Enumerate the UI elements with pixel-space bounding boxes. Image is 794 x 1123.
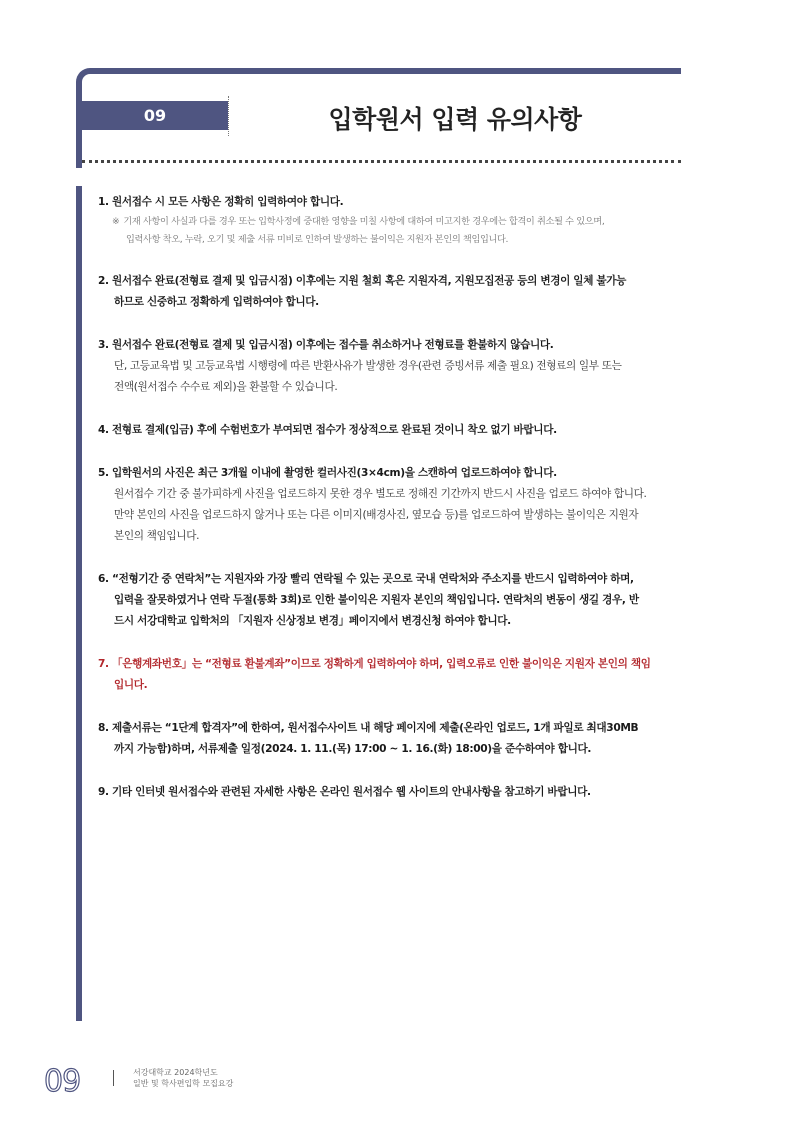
item-heading: 7. 「은행계좌번호」는 “전형료 환불계좌”이므로 정확하게 입력하여야 하며, 입력오류로 인한 불이익은 지원자 본인의 책임 — [98, 658, 651, 670]
item-heading: 5. 입학원서의 사진은 최근 3개월 이내에 촬영한 컬러사진(3×4cm)을 스캔하여 업로드하여야 합니다. — [98, 467, 557, 479]
item-heading: 9. 기타 인터넷 원서접수와 관련된 자세한 사항은 온라인 원서접수 웹 사이트의 안내사항을 참고하기 바랍니다. — [98, 786, 591, 798]
section-number-tab: 09 — [82, 101, 228, 130]
note-line: 기재 사항이 사실과 다를 경우 또는 입학사정에 중대한 영향을 미칠 사항에 대하여 미고지한 경우에는 합격이 취소될 수 있으며, — [123, 216, 605, 227]
item-heading-cont: 까지 가능함)하며, 서류제출 일정(2024. 1. 11.(목) 17:00 ~ 1. 16.(화) 18:00)을 준수하여야 합니다. — [114, 743, 592, 755]
page-title: 입학원서 입력 유의사항 — [328, 105, 582, 134]
item-heading-cont: 입니다. — [114, 679, 148, 691]
item-detail: 만약 본인의 사진을 업로드하지 않거나 또는 다른 이미지(배경사진, 옆모습 등)를 업로드하여 발생하는 불이익은 지원자 — [114, 509, 639, 521]
item-heading: 8. 제출서류는 “1단계 합격자”에 한하여, 원서접수사이트 내 해당 페이지에 제출(온라인 업로드, 1개 파일로 최대30MB — [98, 722, 639, 734]
tab-divider — [228, 96, 229, 136]
footer-line: 일반 및 학사편입학 모집요강 — [133, 1079, 234, 1088]
footer-line: 서강대학교 2024학년도 — [133, 1068, 218, 1077]
list-item — [98, 718, 684, 760]
item-heading: 2. 원서접수 완료(전형료 결제 및 입금시점) 이후에는 지원 철회 혹은 지원자격, 지원모집전공 등의 변경이 일체 불가능 — [98, 275, 627, 287]
list-item — [98, 782, 684, 803]
footer-caption — [133, 1067, 233, 1089]
item-heading: 6. “전형기간 중 연락처”는 지원자와 가장 빨리 연락될 수 있는 곳으로 국내 연락처와 주소지를 반드시 입력하여야 하며, — [98, 573, 634, 585]
item-heading-cont: 하므로 신중하고 정확하게 입력하여야 합니다. — [114, 296, 319, 308]
item-heading: 1. 원서접수 시 모든 사항은 정확히 입력하여야 합니다. — [98, 196, 344, 208]
list-item — [98, 569, 684, 632]
item-detail: 본인의 책임입니다. — [114, 530, 200, 542]
note-mark: ※ — [112, 216, 120, 227]
list-item-warning — [98, 654, 684, 696]
list-item — [98, 335, 684, 398]
side-accent-bar — [76, 186, 82, 1021]
item-heading: 4. 전형료 결제(입금) 후에 수험번호가 부여되면 접수가 정상적으로 완료된 것이니 착오 없기 바랍니다. — [98, 424, 557, 436]
item-detail: 전액(원서접수 수수료 제외)을 환불할 수 있습니다. — [114, 381, 338, 393]
notice-list — [98, 192, 684, 825]
item-heading: 3. 원서접수 완료(전형료 결제 및 입금시점) 이후에는 접수를 취소하거나 전형료를 환불하지 않습니다. — [98, 339, 554, 351]
footer-page-number: 09 — [44, 1064, 81, 1099]
footer-divider — [113, 1070, 114, 1086]
item-detail: 단, 고등교육법 및 고등교육법 시행령에 따른 반환사유가 발생한 경우(관련 증빙서류 제출 필요) 전형료의 일부 또는 — [114, 360, 622, 372]
item-heading-cont: 드시 서강대학교 입학처의 「지원자 신상정보 변경」페이지에서 변경신청 하여야 합니다. — [114, 615, 511, 627]
dotted-divider — [82, 160, 681, 163]
list-item — [98, 463, 684, 547]
note-line: 입력사항 착오, 누락, 오기 및 제출 서류 미비로 인하여 발생하는 불이익은 지원자 본인의 책임입니다. — [126, 234, 509, 245]
item-detail: 원서접수 기간 중 불가피하게 사진을 업로드하지 못한 경우 별도로 정해진 기간까지 반드시 사진을 업로드 하여야 합니다. — [114, 488, 647, 500]
item-heading-cont: 입력을 잘못하였거나 연락 두절(통화 3회)로 인한 불이익은 지원자 본인의 책임입니다. 연락처의 변동이 생길 경우, 반 — [114, 594, 639, 606]
list-item — [98, 192, 684, 249]
item-note — [98, 213, 684, 249]
list-item — [98, 271, 684, 313]
list-item — [98, 420, 684, 441]
